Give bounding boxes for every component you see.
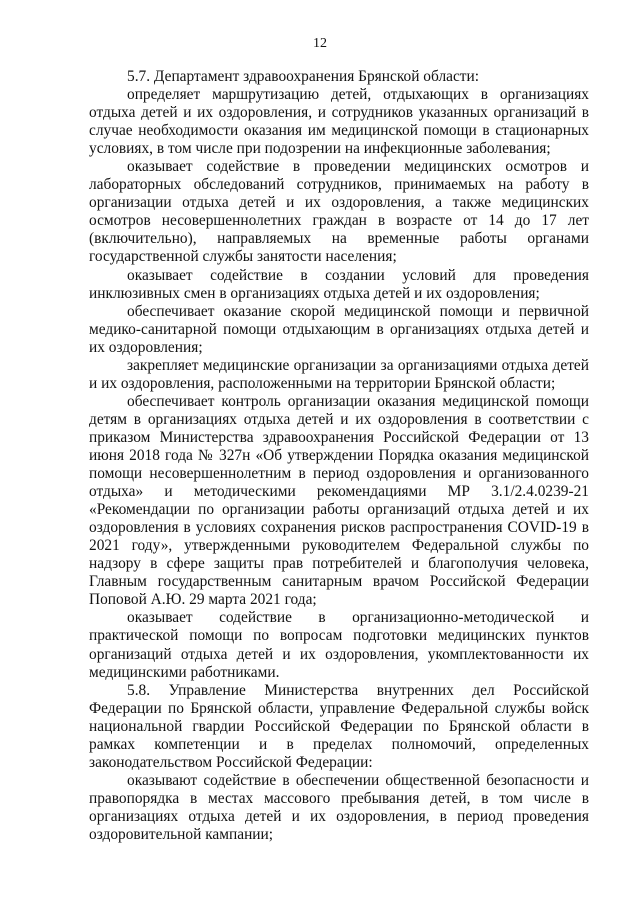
paragraph-public-safety: оказывают содействие в обеспечении общественной безопасности и правопорядка в местах массового пребывания детей, в том числе в организациях отдыха детей и их оздоровления, в период проведения оздоровительной кампании; bbox=[89, 771, 589, 843]
document-body bbox=[89, 68, 589, 844]
paragraph-methodical-help: оказывает содействие в организационно-методической и практической помощи по вопросам подготовки медицинских пунктов организаций отдыха детей и их оздоровления, укомплектованности их медицинскими работниками. bbox=[89, 609, 589, 681]
page-number: 12 bbox=[313, 36, 327, 51]
section-5-7-heading: 5.7. Департамент здравоохранения Брянской области: bbox=[127, 68, 480, 85]
section-5-8-heading: 5.8. Управление Министерства внутренних дел Российской Федерации по Брянской области, управление Федеральной службы войск национальной гвардии Российской Федерации по Брянской области в рамках компетенции и в пределах полномочий, определенных законодательством Российской Федерации: bbox=[89, 681, 589, 771]
paragraph-quality-control: обеспечивает контроль организации оказания медицинской помощи детям в организациях отдыха детей и их оздоровления в соответствии с приказом Министерства здравоохранения Российской Федерации от 13 июня 2018 года № 327н «Об утверждении Порядка оказания медицинской помощи несовершеннолетним в период оздоровления и организованного отдыха» и методическими рекомендациями МР 3.1/2.4.0239-21 «Рекомендации по организации работы организаций отдыха детей и их оздоровления в условиях сохранения рисков распространения COVID-19 в 2021 году», утвержденными руководителем Федеральной службы по надзору в сфере защиты прав потребителей и благополучия человека, Главным государственным санитарным врачом Российской Федерации Поповой А.Ю. 29 марта 2021 года; bbox=[89, 392, 589, 609]
paragraph-routing: определяет маршрутизацию детей, отдыхающих в организациях отдыха детей и их оздоровления, и сотрудников указанных организаций в случае необходимости оказания им медицинской помощи в стационарных условиях, в том числе при подозрении на инфекционные заболевания; bbox=[89, 86, 589, 158]
paragraph-assign-medical-orgs: закрепляет медицинские организации за организациями отдыха детей и их оздоровления, расположенными на территории Брянской области; bbox=[89, 356, 589, 392]
paragraph-medical-exams: оказывает содействие в проведении медицинских осмотров и лабораторных обследований сотрудников, принимаемых на работу в организации отдыха детей и их оздоровления, а также медицинских осмотров несовершеннолетних граждан в возрасте от 14 до 17 лет (включительно), направляемых на временные работы органами государственной службы занятости населения; bbox=[89, 158, 589, 266]
paragraph-inclusive-shifts: оказывает содействие в создании условий для проведения инклюзивных смен в организациях отдыха детей и их оздоровления; bbox=[89, 266, 589, 302]
paragraph-emergency-care: обеспечивает оказание скорой медицинской помощи и первичной медико-санитарной помощи отдыхающим в организациях отдыха детей и их оздоровления; bbox=[89, 302, 589, 356]
